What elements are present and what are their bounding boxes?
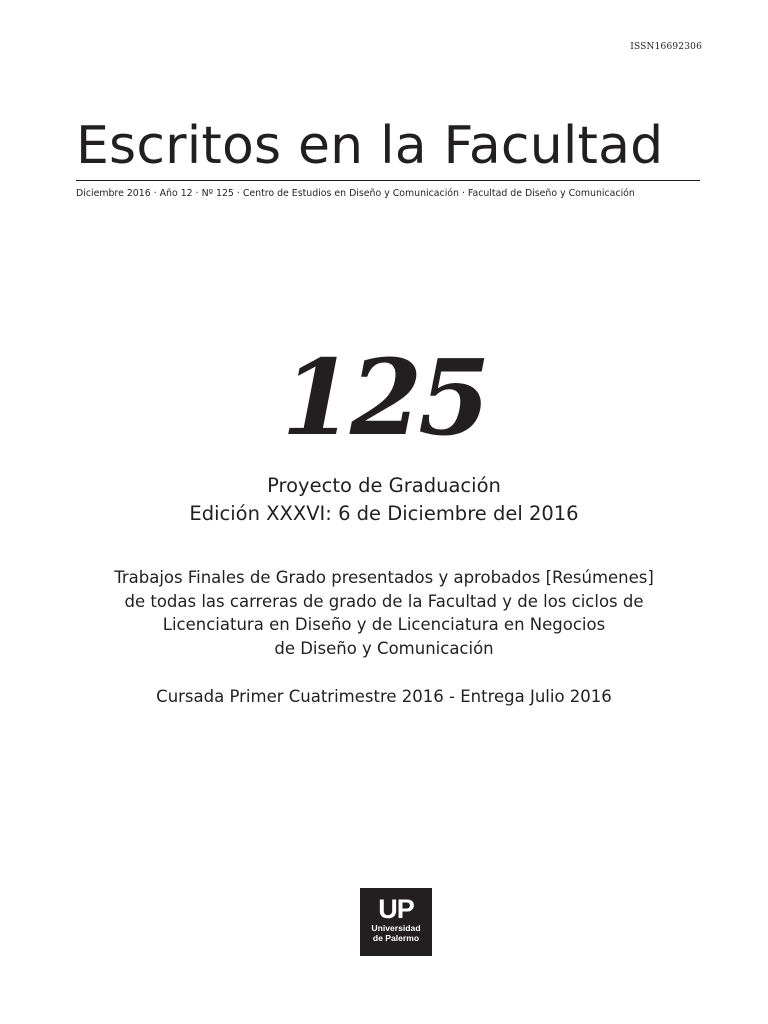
university-logo: [360, 888, 432, 956]
cursada-line: Cursada Primer Cuatrimestre 2016 - Entrega Julio 2016: [156, 687, 612, 706]
logo-line-1: Universidad: [371, 923, 421, 933]
description-line: de Diseño y Comunicación: [274, 638, 494, 658]
edition-heading: [0, 472, 768, 528]
description-line: Licenciatura en Diseño y de Licenciatura en Negocios: [162, 615, 606, 634]
issue-subline: Diciembre 2016 · Año 12 · Nº 125 · Centro de Estudios en Diseño y Comunicación · Facultad de Diseño y Comunicación: [76, 188, 635, 199]
logo-mark: UP: [378, 894, 414, 924]
masthead: [76, 112, 700, 199]
heading-line-2: Edición XXXVI: 6 de Diciembre del 2016: [189, 502, 579, 525]
issue-number: 125: [281, 336, 487, 459]
description-line: Trabajos Finales de Grado presentados y aprobados [Resúmenes]: [114, 568, 654, 587]
logo-line-2: de Palermo: [372, 933, 420, 943]
publication-title: Escritos en la Facultad: [76, 116, 664, 176]
issn-number: ISSN16692306: [630, 42, 702, 52]
title-rule: [76, 180, 700, 181]
description: [0, 566, 768, 660]
description-line: de todas las carreras de grado de la Facultad y de los ciclos de: [124, 591, 644, 611]
heading-line-1: Proyecto de Graduación: [267, 474, 501, 497]
